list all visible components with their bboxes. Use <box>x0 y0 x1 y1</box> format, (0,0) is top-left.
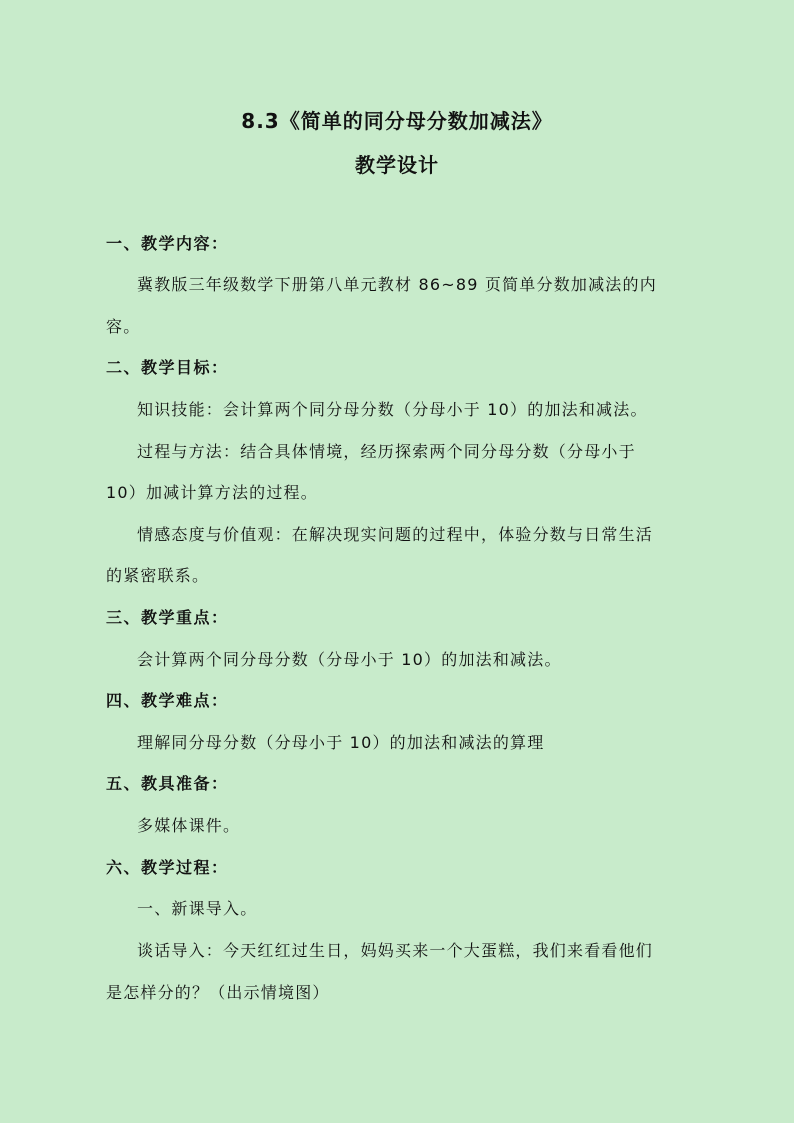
paragraph-line: 一、新课导入。 <box>137 899 258 918</box>
paragraph-line: 知识技能：会计算两个同分母分数（分母小于 10）的加法和减法。 <box>137 400 648 419</box>
section-heading-content: 一、教学内容： <box>106 234 229 253</box>
paragraph-line: 容。 <box>106 317 141 336</box>
section-heading-goals: 二、教学目标： <box>106 358 229 377</box>
paragraph-line: 过程与方法：结合具体情境，经历探索两个同分母分数（分母小于 <box>137 442 636 461</box>
document-subtitle: 教学设计 <box>355 153 439 177</box>
paragraph-line: 谈话导入：今天红红过生日，妈妈买来一个大蛋糕，我们来看看他们 <box>137 941 654 960</box>
document-title: 8.3《简单的同分母分数加减法》 <box>241 109 553 133</box>
paragraph-line: 的紧密联系。 <box>106 566 210 585</box>
paragraph-line: 理解同分母分数（分母小于 10）的加法和减法的算理 <box>137 733 545 752</box>
paragraph-line: 10）加减计算方法的过程。 <box>106 483 318 502</box>
section-heading-process: 六、教学过程： <box>106 858 229 877</box>
paragraph-line: 冀教版三年级数学下册第八单元教材 86~89 页简单分数加减法的内 <box>137 275 657 294</box>
section-heading-materials: 五、教具准备： <box>106 774 229 793</box>
paragraph-line: 多媒体课件。 <box>137 816 241 835</box>
section-heading-difficulty: 四、教学难点： <box>106 691 229 710</box>
paragraph-line: 是怎样分的？（出示情境图） <box>106 983 330 1002</box>
paragraph-line: 会计算两个同分母分数（分母小于 10）的加法和减法。 <box>137 650 562 669</box>
section-heading-focus: 三、教学重点： <box>106 608 229 627</box>
paragraph-line: 情感态度与价值观：在解决现实问题的过程中，体验分数与日常生活 <box>137 525 654 544</box>
